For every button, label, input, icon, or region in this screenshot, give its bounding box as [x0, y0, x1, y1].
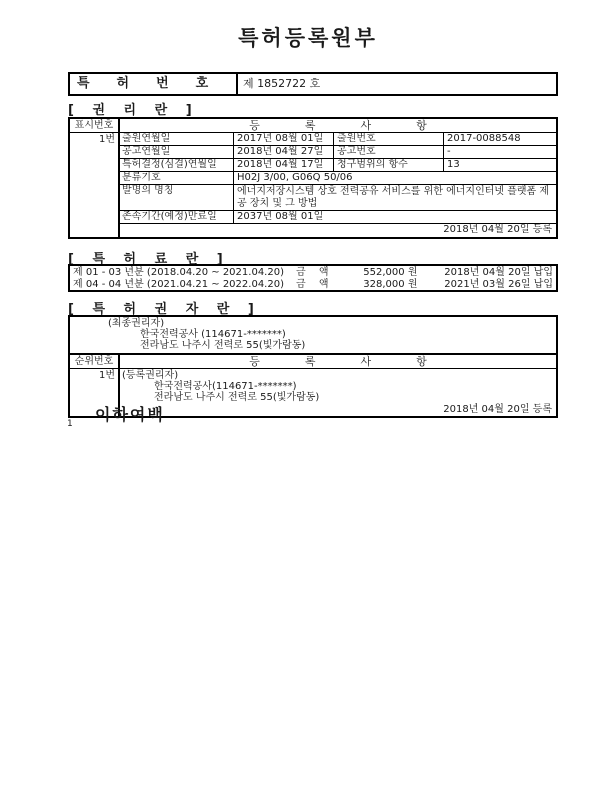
fee-row	[73, 267, 553, 279]
publication-date-label: 공고연월일	[120, 146, 234, 158]
registered-holder-address: 전라남도 나주시 전력로 55(빛가람동)	[154, 392, 320, 403]
holder-entry-number: 1번	[70, 369, 120, 416]
fee-amount: 328,000 원	[363, 279, 418, 290]
rights-entry	[70, 133, 556, 237]
final-holder-address: 전라남도 나주시 전력로 55(빛가람동)	[140, 340, 306, 351]
rights-entry-number: 1번	[70, 133, 120, 237]
table-row	[120, 146, 556, 159]
table-row	[120, 172, 556, 185]
application-date-label: 출원연월일	[120, 133, 234, 145]
patent-number-table	[68, 72, 558, 96]
fee-row	[73, 279, 553, 291]
table-row	[120, 159, 556, 172]
expiration-date-value: 2037년 08월 01일	[237, 211, 324, 222]
patent-number-label: 특허번호	[70, 74, 238, 94]
invention-title-value: 에너지저장시스템 상호 전력공유 서비스를 위한 에너지인터넷 플랫폼 제공 장치 및 그 방법	[237, 186, 550, 209]
decision-date-value: 2018년 04월 17일	[234, 159, 334, 171]
claims-count-value: 13	[447, 159, 460, 170]
rights-section-heading: [ 권 리 란 ]	[68, 103, 199, 118]
rights-table	[68, 117, 558, 239]
holder-details-header: 등록사항	[249, 355, 472, 368]
application-number-value: 2017-0088548	[447, 133, 521, 144]
page-number: 1	[67, 419, 73, 429]
patent-number-value: 제 1852722 호	[243, 77, 321, 90]
final-holder-name: 한국전력공사 (114671-*******)	[140, 329, 286, 340]
decision-date-label: 특허결정(심결)연월일	[120, 159, 234, 171]
classification-value: H02J 3/00, G06Q 50/06	[237, 172, 353, 183]
fee-period: 제 04 - 04 년분 (2021.04.21 ~ 2022.04.20)	[73, 279, 284, 290]
fee-section-heading: [ 특 허 료 란 ]	[68, 252, 230, 267]
holder-index-header: 순위번호	[70, 355, 120, 368]
fee-table	[68, 264, 558, 292]
claims-count-label: 청구범위의 항수	[334, 159, 444, 171]
holder-table-header	[70, 355, 556, 369]
rights-index-header: 표시번호	[70, 119, 120, 132]
table-row	[120, 185, 556, 211]
registered-holder-role: (등록권리자)	[122, 370, 179, 381]
publication-number-value: -	[447, 146, 451, 157]
publication-date-value: 2018년 04월 27일	[234, 146, 334, 158]
invention-title-label: 발명의 명칭	[120, 185, 234, 210]
table-row	[120, 211, 556, 224]
application-number-label: 출원번호	[334, 133, 444, 145]
rights-registration-date: 2018년 04월 20일 등록	[443, 224, 552, 235]
fee-paid-date: 2018년 04월 20일 납입	[444, 267, 553, 278]
holder-registration-date: 2018년 04월 20일 등록	[443, 404, 552, 415]
fee-amount-label: 금 액	[295, 267, 334, 278]
registered-holder-name: 한국전력공사(114671-*******)	[154, 381, 297, 392]
holder-section-heading: [ 특 허 권 자 란 ]	[68, 302, 261, 317]
final-holder-role: (최종권리자)	[108, 318, 165, 329]
rights-details-header: 등록사항	[249, 119, 472, 132]
table-row	[120, 133, 556, 146]
application-date-value: 2017년 08월 01일	[234, 133, 334, 145]
fee-period: 제 01 - 03 년분 (2018.04.20 ~ 2021.04.20)	[73, 267, 284, 278]
rights-table-header	[70, 119, 556, 133]
fee-paid-date: 2021년 03월 26일 납입	[444, 279, 553, 290]
classification-label: 분류기호	[120, 172, 234, 184]
fee-amount-label: 금 액	[295, 279, 334, 290]
final-holder-block	[70, 317, 556, 355]
expiration-date-label: 존속기간(예정)만료일	[120, 211, 234, 223]
document-title: 특허등록원부	[238, 26, 378, 50]
fee-amount: 552,000 원	[363, 267, 418, 278]
closing-text: 이하여백	[95, 405, 165, 424]
publication-number-label: 공고번호	[334, 146, 444, 158]
